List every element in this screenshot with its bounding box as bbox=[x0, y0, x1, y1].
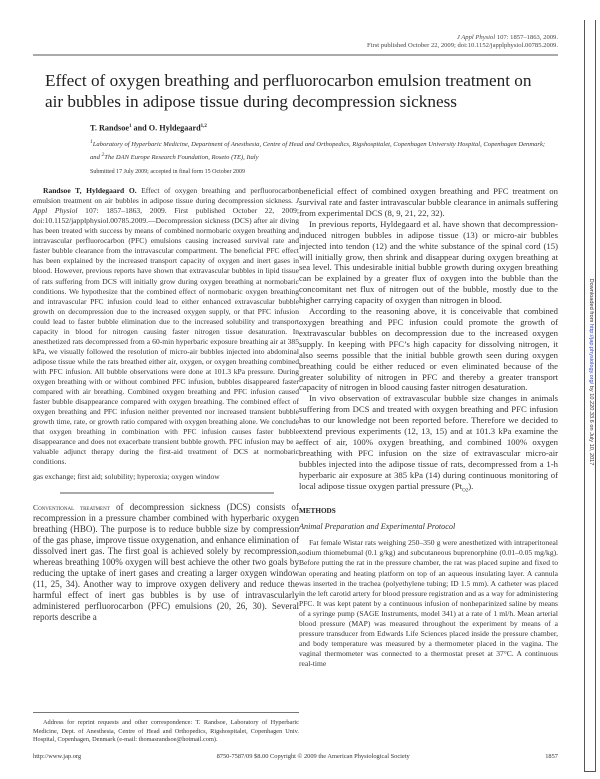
citation: 107: 1857–1863, 2009. bbox=[496, 34, 558, 41]
first-published: First published October 22, 2009; doi:10.1152/japplphysiol.00785.2009. bbox=[367, 42, 558, 49]
journal-url[interactable]: http://www.jap.org bbox=[33, 753, 82, 760]
intro-smallcaps: Conventional treatment bbox=[33, 502, 110, 512]
journal-citation bbox=[33, 34, 558, 42]
article-title: Effect of oxygen breathing and perfluorocarbon emulsion treatment on air bubbles in adipose tissue during decompression sickness bbox=[45, 71, 532, 111]
intro-right bbox=[299, 186, 558, 497]
author-sup: 1,2 bbox=[200, 124, 207, 129]
page-footer bbox=[33, 753, 558, 769]
authors-and: and bbox=[131, 123, 149, 133]
page-number: 1857 bbox=[545, 753, 558, 760]
header-rule bbox=[33, 54, 558, 56]
abstract-journal: J Appl Physiol bbox=[33, 196, 299, 216]
methods-subheading: Animal Preparation and Experimental Protocol bbox=[298, 522, 456, 532]
author-name: T. Randsoe bbox=[90, 123, 129, 133]
paragraph-text: In vivo observation of extravascular bubble size changes in animals suffering from DCS and treated with oxygen breathing and PFC infusion has to our knowledge not been reported before. Therefore we decided to extend previous experiments (12, 13, 15) and at 101.3 kPa examine the effect of air, 100% oxygen breathing, and combined 100% oxygen breathing with PFC infusion on the size of extravascular micro-air bubbles injected into the adipose tissue of rats, decompressed from a 1-h hyperbaric air exposure at 385 kPa (14) during continuous monitoring of local adipose tissue oxygen partial pressure ( bbox=[298, 393, 558, 491]
authors bbox=[90, 122, 558, 134]
abstract-text: 107: 1857–1863, 2009. First published October 22, 2009; doi:10.1152/japplphysiol.00785.2009.—Decompression sickness (DCS) after air diving has been treated with success by means of combined normobaric oxygen breathing and intravascular perfluorocarbon (PFC) emulsions causing increased survival rate and faster bubble clearance from the intravascular compartment. The beneficial PFC effect has been explained by the increased transport capacity of oxygen and inert gases in blood. However, previous reports have shown that extravascular bubbles in lipid tissue of rats suffering from DCS will initially grow during oxygen breathing at normobaric conditions. We hypothesize that the combined effect of normobaric oxygen breathing and intravascular PFC infusion could lead to either enhanced extravascular bubble growth on decompression due to the increased oxygen supply, or that PFC infusion could lead to faster bubble elimination due to the increased solubility and transport capacity in blood for nitrogen causing faster nitrogen tissue desaturation. In anesthetized rats decompressed from a 60-min hyperbaric exposure breathing air at 385 kPa, we visually followed the resolution of micro-air bubbles injected into abdominal adipose tissue while the rats breathed either air, oxygen, or oxygen breathing combined with PFC infusion. All bubble observations were done at 101.3 kPa pressure. During oxygen breathing with or without combined PFC infusion, bubbles disappeared faster compared with air breathing. Combined oxygen breathing and PFC infusion caused faster bubble disappearance compared with oxygen breathing. The combined effect of oxygen breathing and PFC infusion neither prevented nor increased transient bubble growth time, rate, or growth ratio compared with oxygen breathing alone. We conclude that oxygen breathing in combination with PFC infusion causes faster bubble disappearance and does not exacerbate transient bubble growth. PFC infusion may be a valuable adjunct therapy during the first-aid treatment of DCS at normobaric conditions. bbox=[33, 206, 299, 467]
footnote-rule bbox=[33, 712, 299, 713]
intro-left bbox=[33, 502, 299, 624]
affil-sup: 1 bbox=[90, 138, 93, 145]
author-sup: 1 bbox=[128, 124, 132, 129]
affil-text: The DAN Europe Research Foundation, Roseto (TE), Italy bbox=[104, 154, 259, 162]
copyright: 8750-7587/09 $8.00 Copyright © 2009 the American Physiological Society bbox=[216, 753, 410, 760]
author-name: O. Hyldegaard bbox=[148, 123, 201, 133]
download-notice bbox=[588, 279, 594, 466]
intro-text: of decompression sickness (DCS) consists of recompression in a pressure chamber combined with hyperbaric oxygen breathing (HBO). The purpose is to reduce bubble size by compression of the gas phase, improve tissue oxygenation, and enhance elimination of dissolved inert gas. The first goal is achieved solely by recompression, whereas breathing 100% oxygen will best achieve the other two goals by reducing the uptake of inert gases and creating a larger oxygen window (11, 25, 34). Another way to improve oxygen delivery and reduce the harmful effect of inert gas bubbles is by use of intravascularly administered perfluorocarbon (PFC) emulsions (20, 26, 30). Several reports describe a bbox=[33, 501, 299, 623]
methods-heading: METHODS bbox=[298, 507, 336, 516]
abstract-text: Effect of oxygen breathing and perfluorocarbon emulsion treatment on air bubbles in adipose tissue during decompression sickness. bbox=[33, 186, 299, 206]
journal-name: J Appl Physiol bbox=[456, 34, 496, 41]
paragraph: According to the reasoning above, it is conceivable that combined oxygen breathing and PFC infusion could promote the growth of extravascular bubbles on decompression due to the increased oxygen supply. In keeping with PFC’s high capacity for dissolving nitrogen, it also seems possible that the initial bubble growth seen during oxygen breathing could be either reduced or even eliminated because of the greater solubility of nitrogen in PFC and thereby a greater transport capacity of nitrogen in blood causing faster nitrogen desaturation. bbox=[298, 306, 558, 393]
affil-sup: 2 bbox=[101, 151, 105, 158]
submission-dates: Submitted 17 July 2009; accepted in final form 15 October 2009 bbox=[90, 169, 245, 176]
abstract-rule bbox=[60, 492, 274, 494]
abstract-lead: Randsoe T, Hyldegaard O. bbox=[43, 186, 137, 196]
keywords: gas exchange; first aid; solubility; hyperoxia; oxygen window bbox=[33, 472, 220, 482]
right-column bbox=[299, 186, 558, 745]
pto2-subscript: O2 bbox=[462, 488, 469, 494]
paragraph: In previous reports, Hyldegaard et al. have shown that decompression-induced nitrogen bubbles in adipose tissue (13) or micro-air bubbles injected into tendon (12) and the white substance of the spinal cord (15) will initially grow, then shrink and disappear during oxygen breathing at sea level. This undesirable initial bubble growth during oxygen breathing can be explained by a greater flux of oxygen into the bubble than the concomitant net flux of nitrogen out of the bubble, mostly due to the higher carrying capacity of oxygen than nitrogen in blood. bbox=[298, 218, 558, 306]
affiliations bbox=[90, 137, 555, 163]
paper-page bbox=[33, 0, 558, 769]
paragraph bbox=[299, 393, 558, 497]
two-column-body bbox=[33, 186, 558, 745]
download-link[interactable]: http://jap.physiology.org/ bbox=[588, 323, 594, 385]
paragraph: beneficial effect of combined oxygen breathing and PFC treatment on survival rate and faster intravascular bubble clearance in animals suffering from experimental DCS (8, 9, 21, 22, 32). bbox=[298, 186, 558, 218]
pto2-symbol: Pt bbox=[454, 480, 463, 491]
methods-text: Fat female Wistar rats weighing 250–350 g were anesthetized with intraperitoneal sodium thiomebumal (0.1 g/kg) and subcutaneous buprenorphine (0.01–0.05 mg/kg). Before putting the rat in the pressure chamber, the rat was placed supine and fixed to an operating and heating platform on top of an aqueous insulating layer. A cannula was inserted in the trachea (polyethylene tubing; ID 1.5 mm). A catheter was placed in the left carotid artery for blood pressure registration and as a way for administering PFC. It was kept patent by a continuous infusion of nonheparinized saline by means of a syringe pump (SAGE Instruments, model 341) at a rate of 1 ml/h. Mean arterial blood pressure (MAP) was measured throughout the experiment by means of a pressure transducer from Edwards Life Sciences placed inside the pressure chamber, and body temperature was measured by a thermometer placed in the vagina. The vaginal thermometer was connected to a thermostat preset at 37°C. A continuous real-time bbox=[298, 538, 559, 669]
correspondence-footnote: Address for reprint requests and other correspondence: T. Randsoe, Laboratory of Hyperbaric Medicine, Dept. of Anesthesia, Centre of Head and Orthopedics, Rigshospitalet, Copenhagen Univ. Hospital, Copenhagen, Denmark (e-mail: thomasrandsoe@hotmail.com). bbox=[33, 719, 299, 744]
download-prefix: Downloaded from bbox=[588, 278, 594, 324]
abstract bbox=[33, 186, 299, 467]
download-suffix: by 10.220.33.6 on July 10, 2017 bbox=[588, 384, 594, 466]
left-column bbox=[33, 186, 299, 745]
affil-text: Laboratory of Hyperbaric Medicine, Department of Anesthesia, Centre of Head and Orthopedics, Rigshospitalet, Copenhagen University Hospital, Copenhagen Denmark; and bbox=[90, 140, 546, 162]
paragraph-close: ). bbox=[468, 480, 474, 491]
